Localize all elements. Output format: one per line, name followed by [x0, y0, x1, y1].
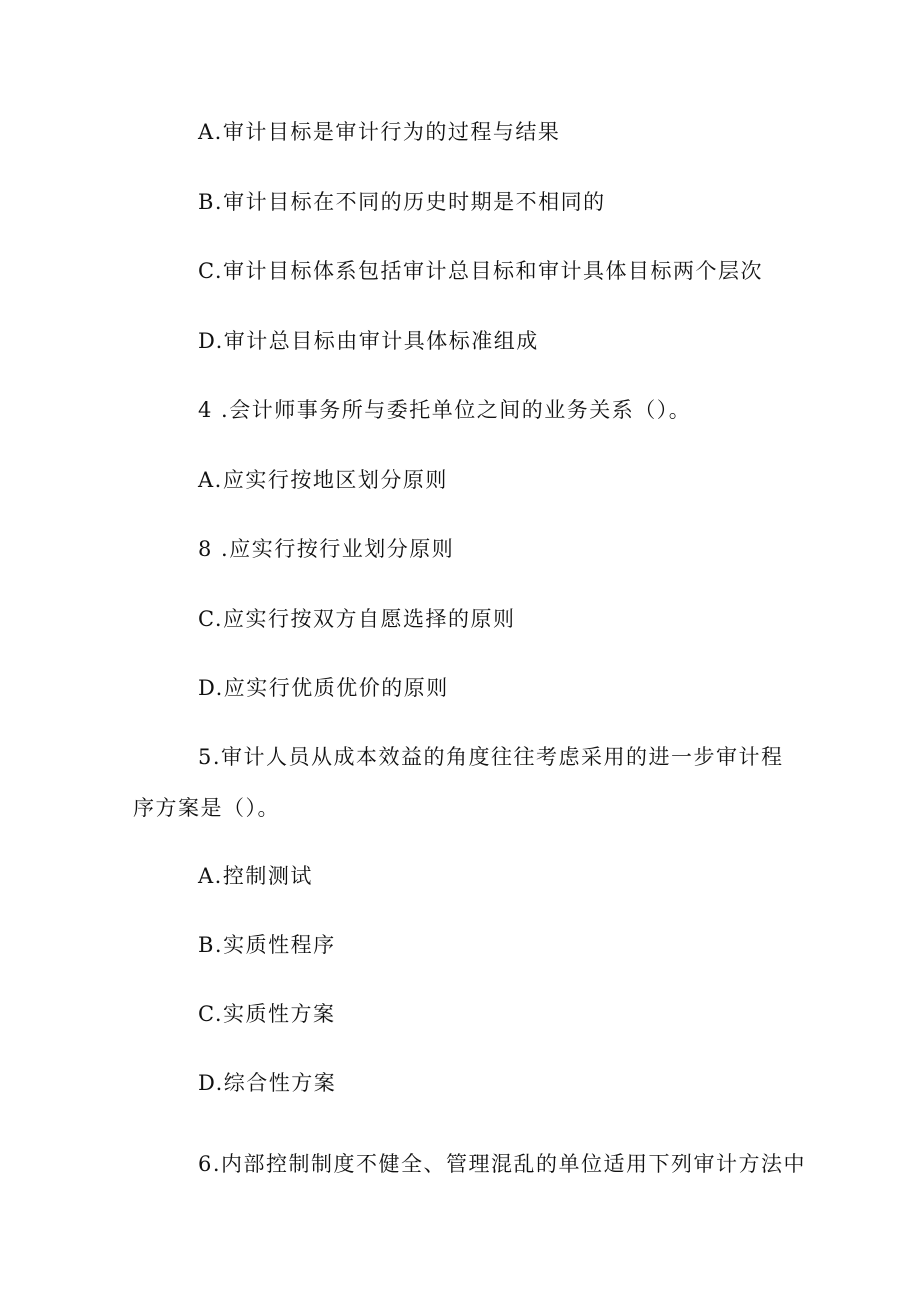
q3-option-a: A.审计目标是审计行为的过程与结果: [198, 120, 561, 144]
q3-option-b: B.审计目标在不同的历史时期是不相同的: [198, 190, 606, 214]
q6-stem: 6.内部控制制度不健全、管理混乱的单位适用下列审计方法中: [198, 1152, 807, 1176]
q5-stem-line1: 5.审计人员从成本效益的角度往往考虑采用的进一步审计程: [198, 745, 784, 769]
q3-option-c: C.审计目标体系包括审计总目标和审计具体目标两个层次: [198, 259, 763, 283]
q5-option-d: D.综合性方案: [198, 1071, 337, 1095]
q4-option-c: C.应实行按双方自愿选择的原则: [198, 607, 516, 631]
q3-option-d: D.审计总目标由审计具体标准组成: [198, 329, 539, 353]
q5-stem-line2: 序方案是（）。: [133, 796, 280, 820]
q4-stem: 4 .会计师事务所与委托单位之间的业务关系（）。: [198, 398, 692, 422]
q5-option-b: B.实质性程序: [198, 933, 336, 957]
q4-option-a: A.应实行按地区划分原则: [198, 468, 448, 492]
q4-option-b: 8 .应实行按行业划分原则: [198, 537, 455, 561]
q5-option-c: C.实质性方案: [198, 1002, 336, 1026]
q5-option-a: A.控制测试: [198, 864, 313, 888]
q4-option-d: D.应实行优质优价的原则: [198, 676, 449, 700]
